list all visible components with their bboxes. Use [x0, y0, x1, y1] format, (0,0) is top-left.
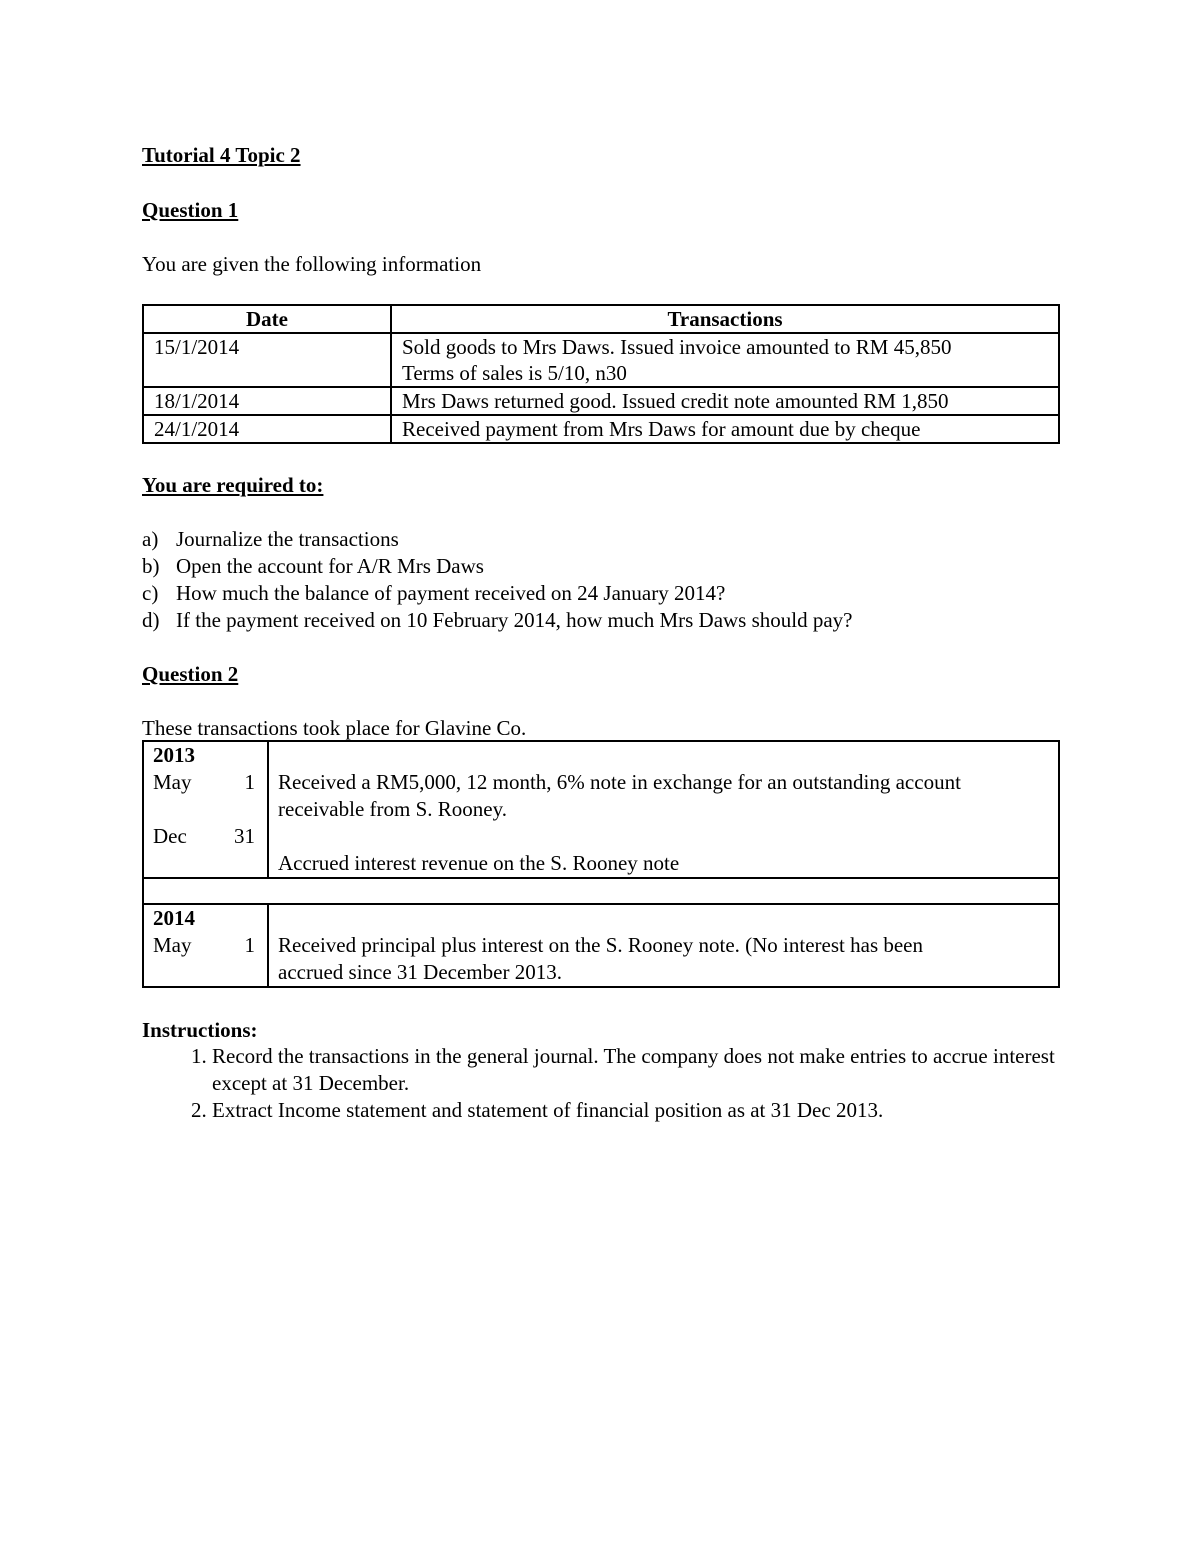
requirements-list: [142, 526, 853, 634]
list-item: [142, 553, 853, 580]
list-item-text: If the payment received on 10 February 2014, how much Mrs Daws should pay?: [176, 608, 853, 632]
list-item: [142, 580, 853, 607]
list-item: [142, 526, 853, 553]
instructions-list: [142, 1043, 1092, 1124]
list-item-letter: c): [142, 581, 159, 605]
list-item-text: How much the balance of payment received on 24 January 2014?: [176, 581, 726, 605]
table-header-row: [143, 305, 1059, 333]
description-cell-2014: [268, 904, 1059, 987]
list-item: 1. Record the transactions in the general journal. The company does not make entries to accrue interest except at 31 December.: [212, 1043, 1092, 1097]
table-row: [143, 904, 1059, 987]
table-cell-date: 24/1/2014: [143, 415, 391, 443]
table-row: [143, 333, 1059, 387]
table-cell-date: 18/1/2014: [143, 387, 391, 415]
document-title: Tutorial 4 Topic 2: [142, 143, 301, 167]
entry-day: 31: [234, 824, 255, 848]
instructions-heading: Instructions:: [142, 1018, 258, 1042]
list-item-letter: a): [142, 527, 159, 551]
entry-text: accrued since 31 December 2013.: [278, 960, 562, 984]
date-cell-2013: [143, 741, 268, 878]
list-item-letter: d): [142, 608, 160, 632]
list-item-text: Journalize the transactions: [176, 527, 399, 551]
question-2-intro: These transactions took place for Glavine Co.: [142, 716, 527, 740]
entry-text: Accrued interest revenue on the S. Rooney note: [278, 851, 680, 875]
entry-month: May: [153, 770, 192, 794]
transaction-line: Terms of sales is 5/10, n30: [402, 361, 627, 385]
entry-date: [153, 769, 267, 796]
question-1-heading: Question 1: [142, 198, 239, 222]
question-2-heading: Question 2: [142, 662, 239, 686]
glavine-transactions-table: [142, 740, 1060, 988]
required-heading: You are required to:: [142, 473, 324, 497]
entry-day: 1: [244, 770, 255, 794]
list-item: 2. Extract Income statement and statement of financial position as at 31 Dec 2013.: [212, 1097, 1092, 1124]
transactions-table: [142, 304, 1060, 444]
entry-month: May: [153, 933, 192, 957]
table-header-date: Date: [143, 305, 391, 333]
list-item-text: Open the account for A/R Mrs Daws: [176, 554, 484, 578]
year-label: 2013: [153, 743, 195, 767]
table-row: [143, 415, 1059, 443]
entry-text: receivable from S. Rooney.: [278, 797, 507, 821]
entry-date: [153, 932, 267, 959]
question-1-intro: You are given the following information: [142, 252, 482, 276]
list-item-letter: b): [142, 554, 160, 578]
description-cell-2013: [268, 741, 1059, 878]
table-cell-transaction: [391, 333, 1059, 387]
table-row: [143, 387, 1059, 415]
entry-date: [153, 823, 267, 850]
table-cell-transaction: Received payment from Mrs Daws for amount due by cheque: [391, 415, 1059, 443]
entry-day: 1: [244, 933, 255, 957]
table-row: [143, 741, 1059, 878]
table-cell-date: 15/1/2014: [143, 333, 391, 387]
table-header-transactions: Transactions: [391, 305, 1059, 333]
table-spacer-row: [143, 878, 1059, 904]
date-cell-2014: [143, 904, 268, 987]
transaction-line: Sold goods to Mrs Daws. Issued invoice amounted to RM 45,850: [402, 335, 952, 359]
list-item: [142, 607, 853, 634]
entry-month: Dec: [153, 824, 187, 848]
entry-text: Received a RM5,000, 12 month, 6% note in exchange for an outstanding account: [278, 770, 961, 794]
entry-text: Received principal plus interest on the S. Rooney note. (No interest has been: [278, 933, 924, 957]
year-label: 2014: [153, 906, 195, 930]
table-cell-transaction: Mrs Daws returned good. Issued credit note amounted RM 1,850: [391, 387, 1059, 415]
